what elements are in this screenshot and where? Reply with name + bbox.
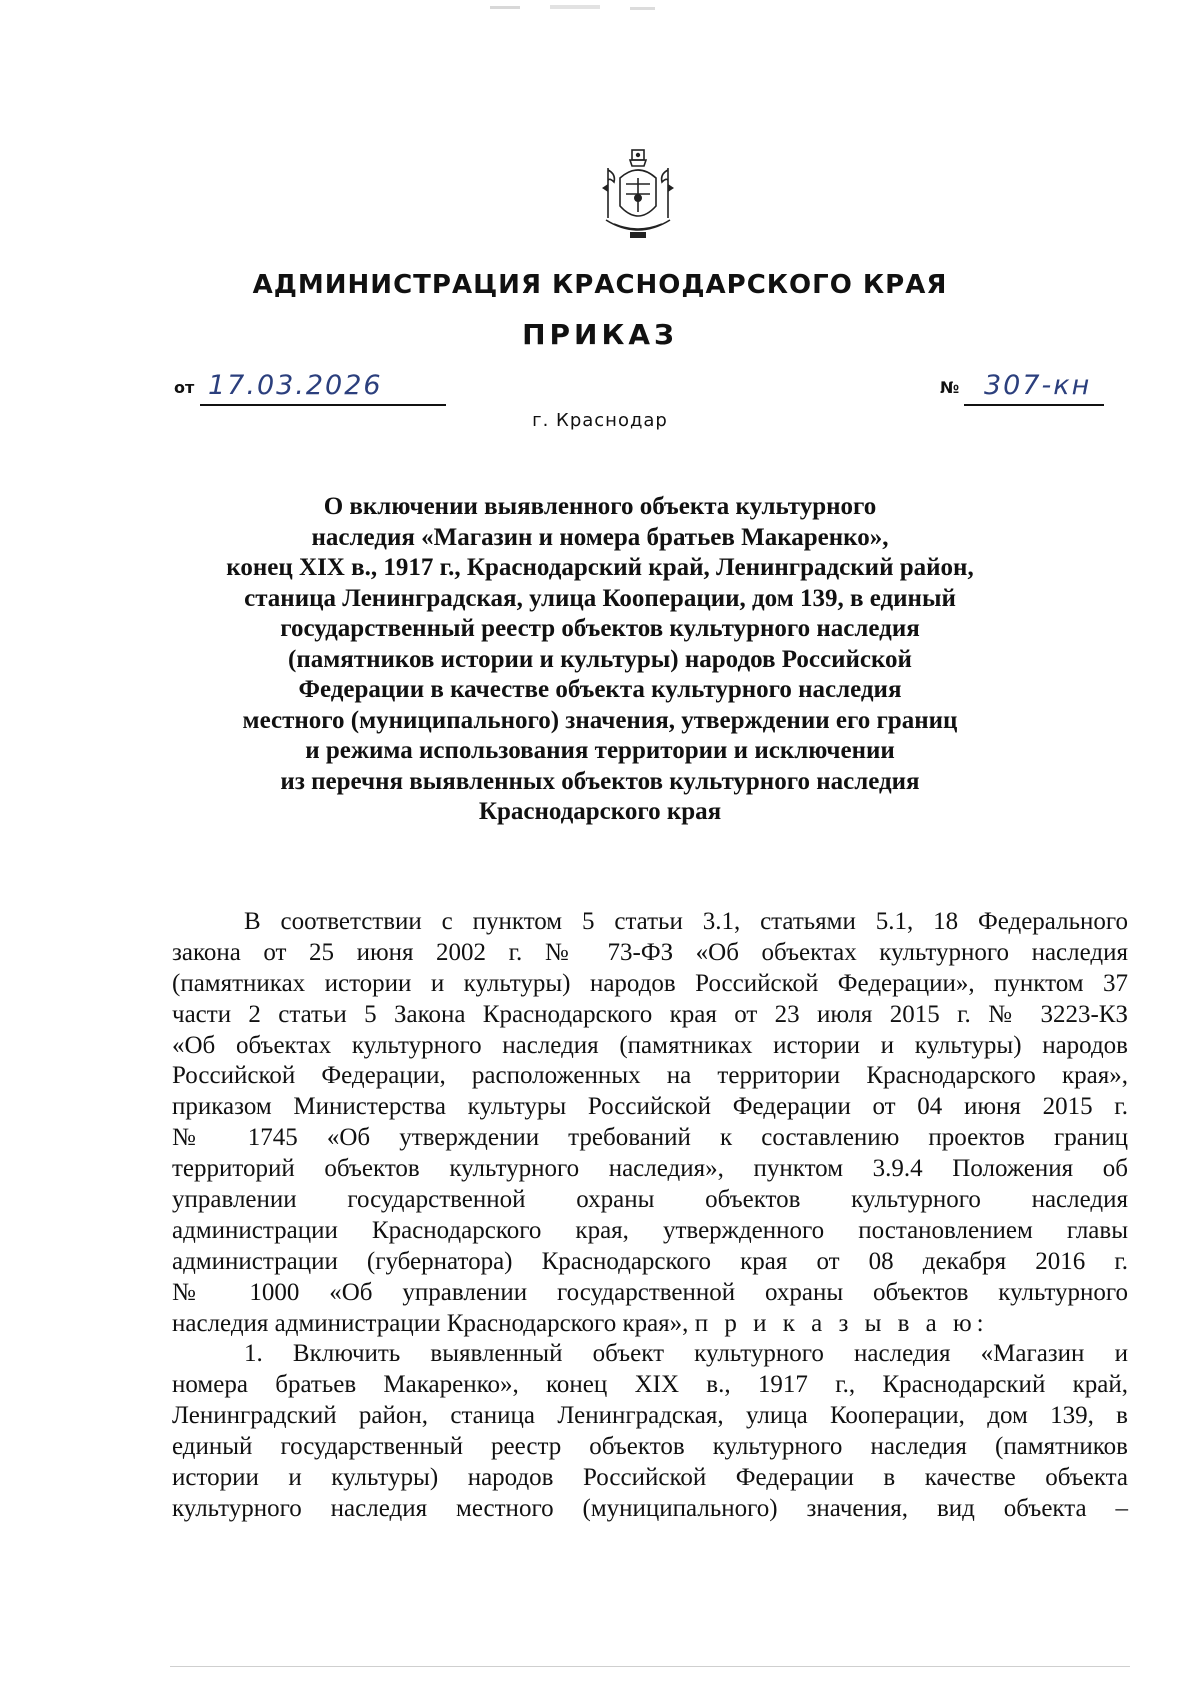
date-field	[174, 370, 383, 408]
title-line: Краснодарского края	[478, 798, 722, 825]
title-line: из перечня выявленных объектов культурного наследия	[280, 767, 920, 795]
body-line: Российской Федерации, расположенных на территории Краснодарского края»,	[172, 1062, 1128, 1090]
title-line: Федерации в качестве объекта культурного наследия	[298, 676, 902, 703]
body-line: части 2 статьи 5 Закона Краснодарского края от 23 июля 2015 г. № 3223-КЗ	[172, 1000, 1128, 1028]
body-line: № 1000 «Об управлении государственной охраны объектов культурного	[172, 1278, 1128, 1306]
body-line: (памятниках истории и культуры) народов Российской Федерации», пунктом 37	[172, 969, 1128, 997]
title-line: станица Ленинградская, улица Кооперации, дом 139, в единый	[244, 584, 956, 612]
coat-of-arms-emblem	[600, 148, 676, 244]
scan-smudge	[480, 4, 680, 14]
number-underline	[964, 404, 1104, 406]
body-line: единый государственный реестр объектов культурного наследия (памятников	[172, 1433, 1128, 1461]
title-line: местного (муниципального) значения, утверждении его границ	[242, 706, 958, 734]
city-name: г. Краснодар	[532, 410, 668, 431]
organization-name: АДМИНИСТРАЦИЯ КРАСНОДАРСКОГО КРАЯ	[252, 270, 948, 300]
body-line: истории и культуры) народов Российской Федерации в качестве объекта	[172, 1464, 1128, 1492]
document-type: ПРИКАЗ	[522, 318, 678, 351]
date-underline	[200, 404, 446, 406]
body-line-text: наследия администрации Краснодарского края»,	[172, 1309, 689, 1337]
handwritten-date: 17.03.2026	[208, 370, 383, 401]
body-line: управлении государственной охраны объектов культурного наследия	[172, 1186, 1128, 1214]
body-line: культурного наследия местного (муниципального) значения, вид объекта –	[172, 1494, 1128, 1522]
title-line: наследия «Магазин и номера братьев Макаренко»,	[311, 523, 889, 551]
number-label: №	[940, 378, 960, 397]
body-line: № 1745 «Об утверждении требований к составлению проектов границ	[172, 1124, 1128, 1152]
page-bottom-edge	[170, 1666, 1130, 1667]
title-line: конец XIX в., 1917 г., Краснодарский край, Ленинградский район,	[226, 554, 974, 581]
body-line: 1. Включить выявленный объект культурного наследия «Магазин и	[244, 1340, 1128, 1368]
handwritten-number: 307-кн	[984, 370, 1092, 401]
body-line: администрации (губернатора) Краснодарского края от 08 декабря 2016 г.	[172, 1247, 1128, 1275]
order-word: п р и к а з ы в а ю:	[694, 1309, 989, 1337]
number-field	[940, 370, 1092, 401]
document-title	[150, 492, 1050, 828]
body-line-order	[172, 1309, 1128, 1340]
body-line: закона от 25 июня 2002 г. № 73-ФЗ «Об объектах культурного наследия	[172, 938, 1128, 966]
body-line: приказом Министерства культуры Российской Федерации от 04 июня 2015 г.	[172, 1093, 1128, 1121]
body-line: В соответствии с пунктом 5 статьи 3.1, статьями 5.1, 18 Федерального	[244, 908, 1128, 935]
body-line: администрации Краснодарского края, утвержденного постановлением главы	[172, 1216, 1128, 1244]
date-label: от	[174, 378, 195, 397]
body-line: «Об объектах культурного наследия (памятниках истории и культуры) народов	[172, 1031, 1128, 1059]
title-line: и режима использования территории и исключении	[305, 737, 895, 764]
title-line: государственный реестр объектов культурного наследия	[280, 615, 920, 642]
body-line: номера братьев Макаренко», конец XIX в., 1917 г., Краснодарский край,	[172, 1371, 1128, 1399]
body-line: территорий объектов культурного наследия», пунктом 3.9.4 Положения об	[172, 1155, 1128, 1183]
title-line: (памятников истории и культуры) народов Российской	[288, 645, 912, 673]
body-line: Ленинградский район, станица Ленинградская, улица Кооперации, дом 139, в	[172, 1402, 1128, 1430]
title-line: О включении выявленного объекта культурного	[323, 493, 877, 520]
document-body	[172, 907, 1128, 1525]
